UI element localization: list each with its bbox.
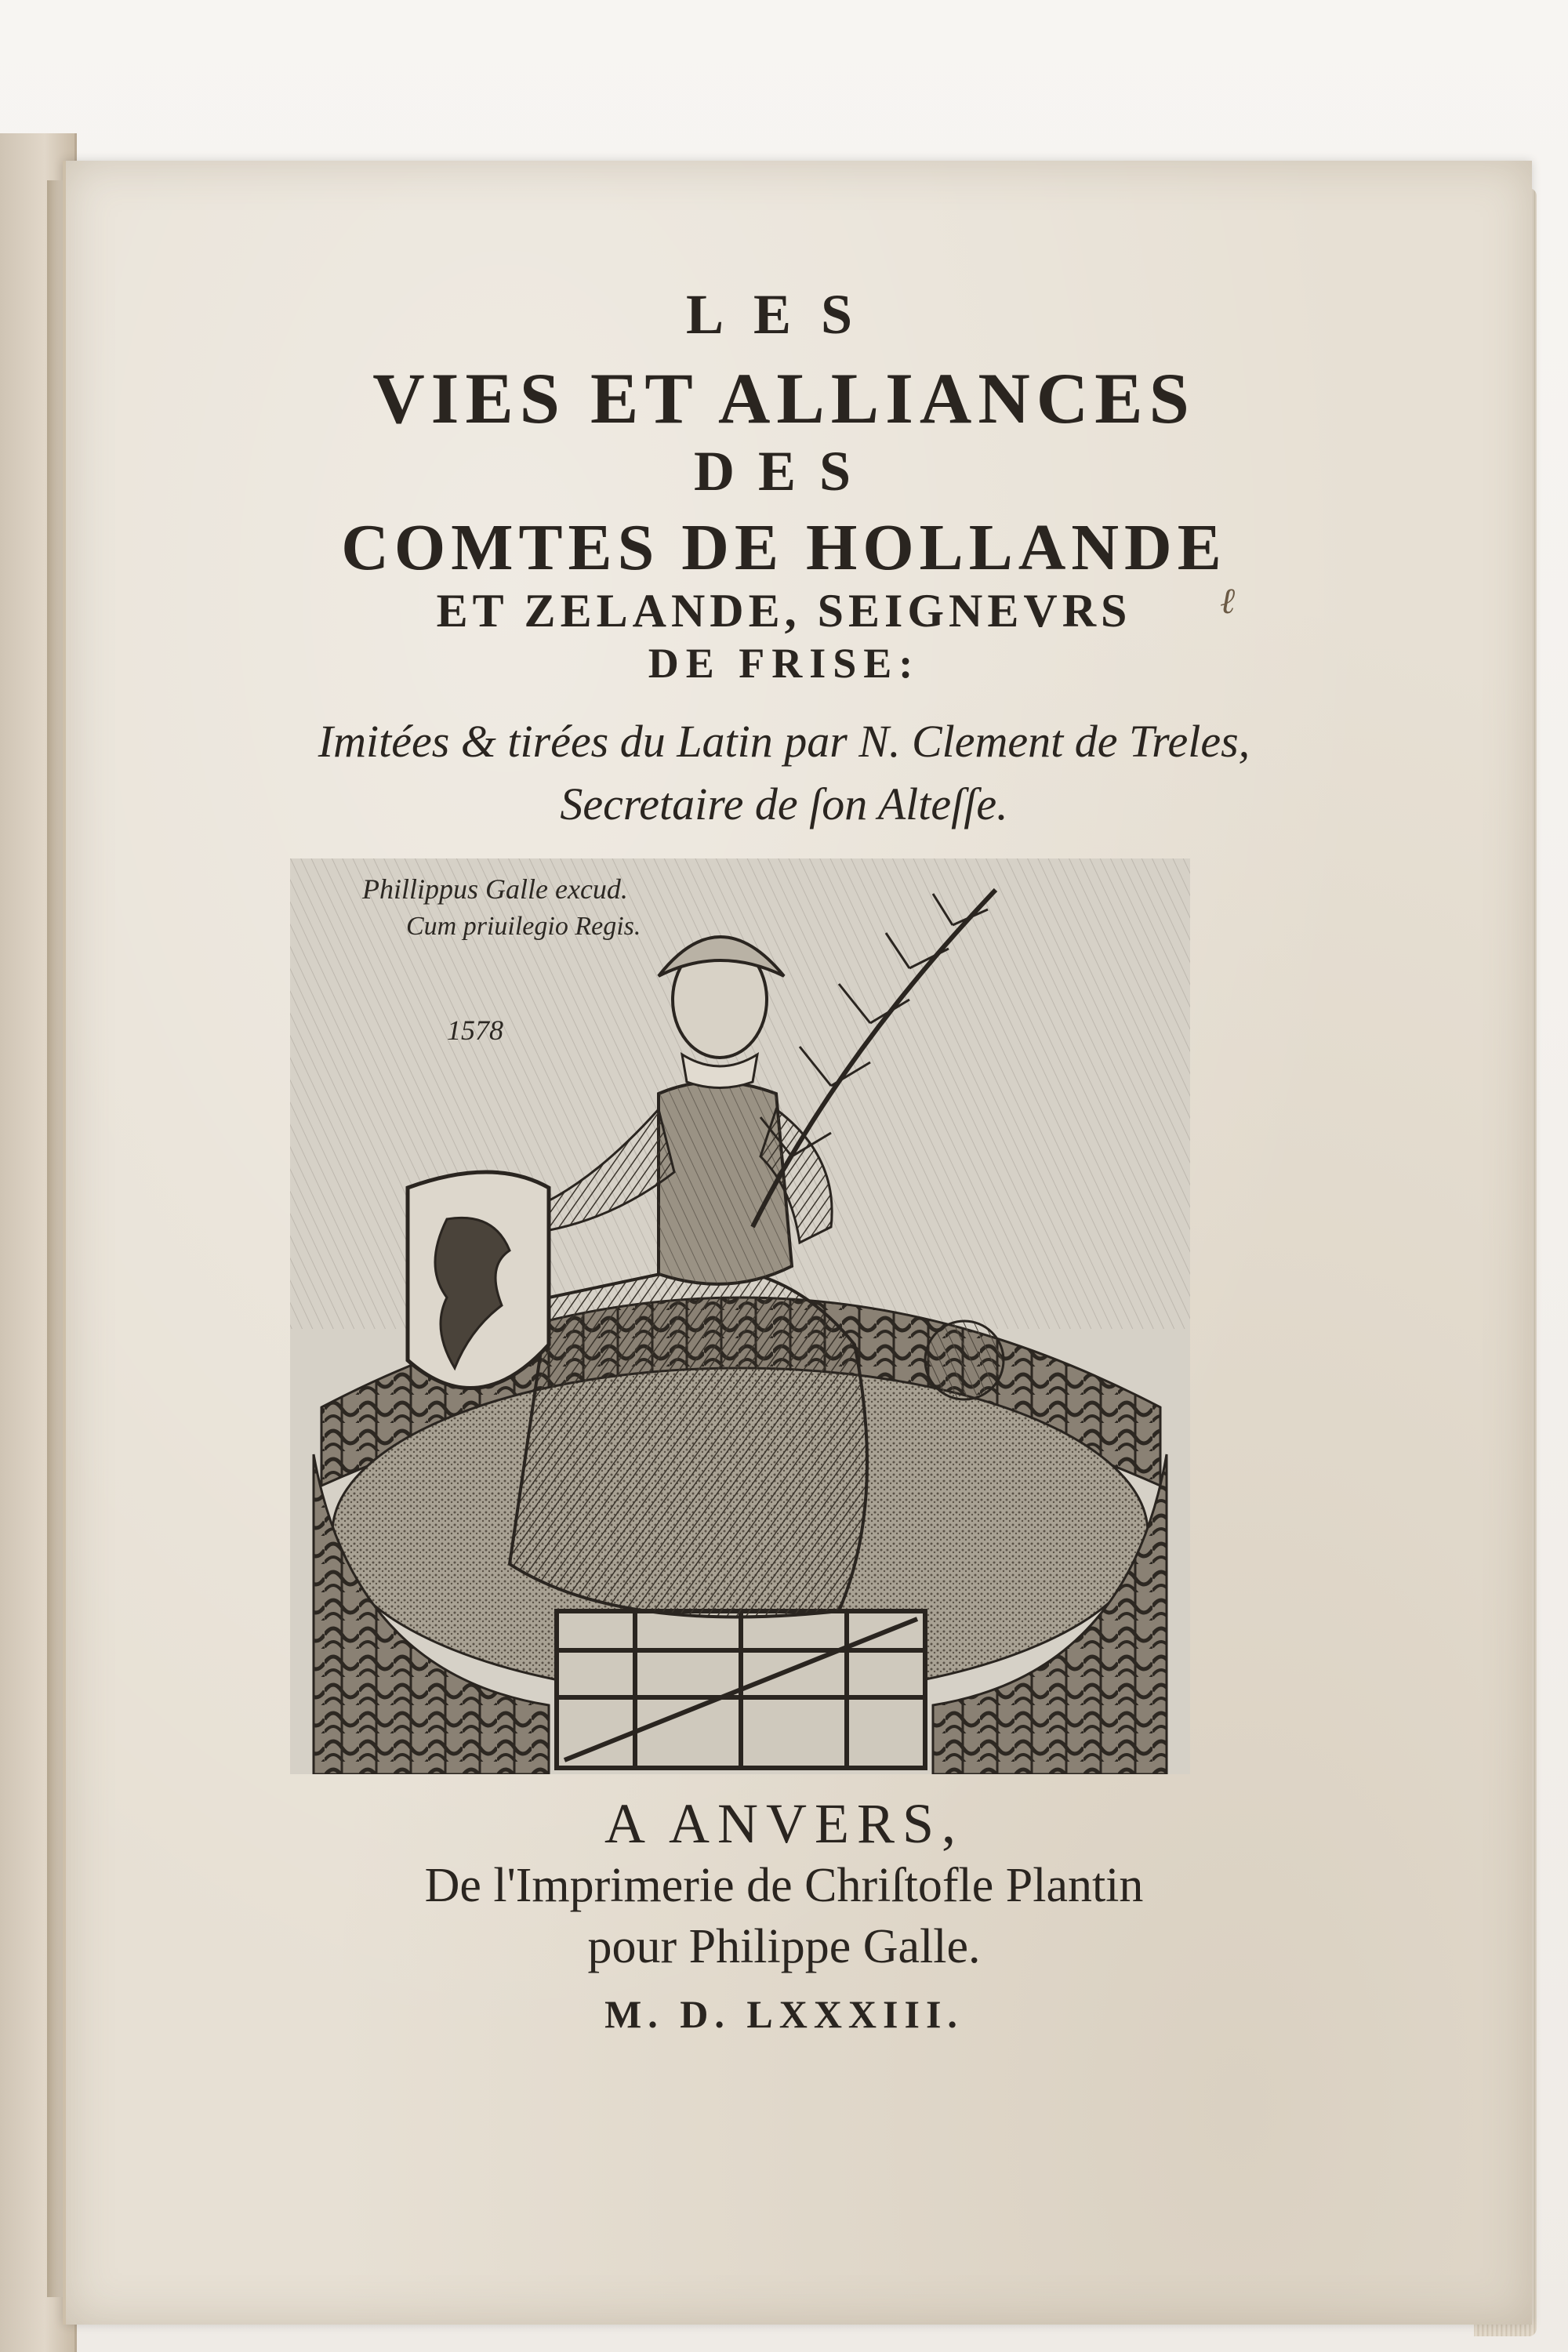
title-line-zelande: ET ZELANDE, SEIGNEVRS [436,585,1132,637]
subtitle-secretary: Secretaire de ſon Alteſſe. [560,779,1008,829]
title-line-des: DES [693,440,875,503]
imprint-place: A ANVERS, [604,1792,964,1855]
privilege-inscription: Cum priuilegio Regis. [406,912,641,941]
engraving-year: 1578 [447,1014,503,1046]
engraving-plate [290,858,1190,1774]
gate-graphic [557,1611,925,1768]
imprint-publisher: pour Philippe Galle. [587,1920,981,1973]
engraver-credit: Phillippus Galle excud. [362,873,628,905]
title-line-comtes: COMTES DE HOLLANDE [341,511,1227,584]
engraving-illustration [290,858,1190,1774]
title-line-les: LES [685,283,883,346]
marginal-annotation: ℓ [1220,581,1236,621]
imprint-printer: De l'Imprimerie de Chriſtofle Plantin [424,1859,1144,1912]
title-line-frise: DE FRISE: [648,640,920,687]
subtitle-translator: Imitées & tirées du Latin par N. Clement de Treles, [318,716,1250,767]
title-line-vies: VIES ET ALLIANCES [372,358,1196,438]
imprint-date: M. D. LXXXIII. [604,1992,964,2036]
